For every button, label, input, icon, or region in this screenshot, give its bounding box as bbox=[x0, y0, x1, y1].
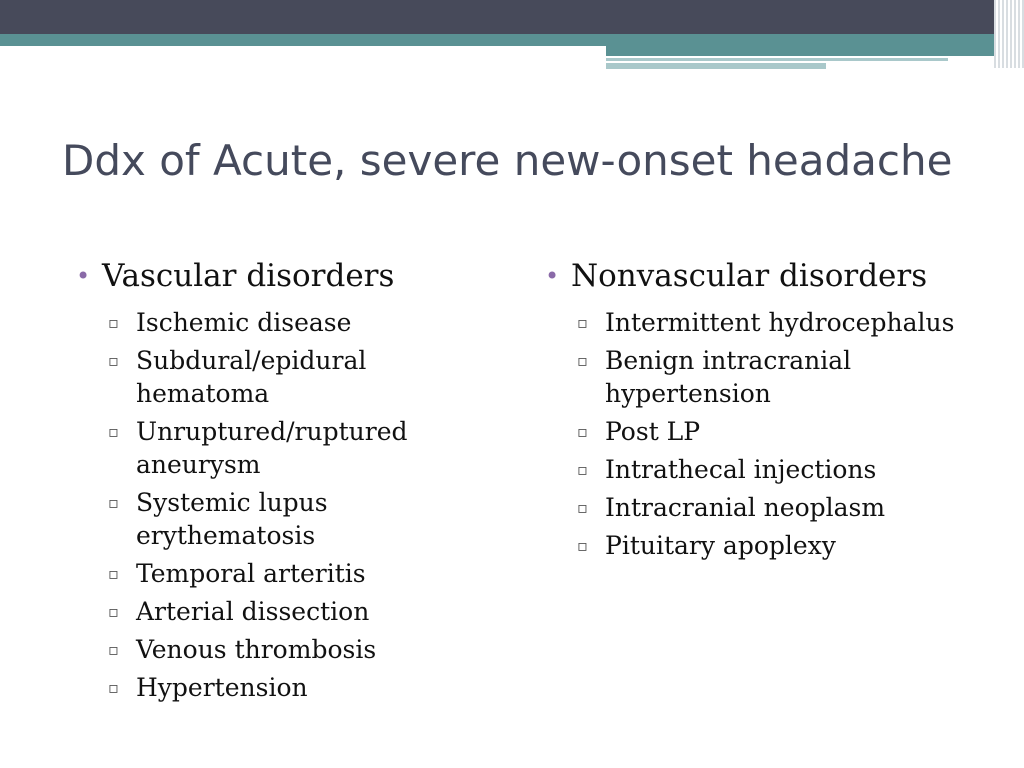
vascular-list bbox=[76, 306, 476, 704]
list-item-text: Ischemic disease bbox=[136, 308, 352, 337]
list-item-text: Intrathecal injections bbox=[605, 455, 877, 484]
header-teal-accent bbox=[606, 46, 1024, 56]
header-light-line bbox=[606, 58, 948, 61]
square-bullet-icon: ▫ bbox=[108, 602, 119, 621]
header-light-bar bbox=[606, 63, 826, 69]
list-item bbox=[108, 344, 476, 410]
bullet-icon: • bbox=[76, 262, 91, 290]
list-item bbox=[108, 633, 476, 666]
square-bullet-icon: ▫ bbox=[108, 493, 119, 512]
list-item-text: Pituitary apoplexy bbox=[605, 531, 836, 560]
square-bullet-icon: ▫ bbox=[108, 313, 119, 332]
header-stripes bbox=[994, 0, 1024, 68]
list-item-text: Temporal arteritis bbox=[136, 559, 366, 588]
list-item-text: Intermittent hydrocephalus bbox=[605, 308, 955, 337]
list-item bbox=[577, 306, 965, 339]
list-item bbox=[577, 453, 965, 486]
list-item bbox=[577, 344, 965, 410]
vascular-heading: Vascular disorders bbox=[102, 258, 395, 294]
nonvascular-list bbox=[545, 306, 965, 562]
list-item bbox=[108, 486, 476, 552]
list-item bbox=[108, 595, 476, 628]
list-item-text: Systemic lupus erythematosis bbox=[136, 488, 328, 550]
list-item bbox=[108, 415, 476, 481]
list-item-text: Benign intracranial hypertension bbox=[605, 346, 852, 408]
header-teal-bar bbox=[0, 34, 1024, 46]
list-item bbox=[108, 671, 476, 704]
square-bullet-icon: ▫ bbox=[108, 351, 119, 370]
list-item-text: Venous thrombosis bbox=[136, 635, 377, 664]
list-item-text: Arterial dissection bbox=[136, 597, 370, 626]
vascular-heading-bullet bbox=[76, 254, 476, 298]
square-bullet-icon: ▫ bbox=[108, 564, 119, 583]
bullet-icon: • bbox=[545, 262, 560, 290]
list-item bbox=[577, 491, 965, 524]
nonvascular-column bbox=[545, 254, 965, 567]
square-bullet-icon: ▫ bbox=[108, 640, 119, 659]
nonvascular-heading-bullet bbox=[545, 254, 965, 298]
list-item bbox=[108, 306, 476, 339]
list-item bbox=[108, 557, 476, 590]
slide-title: Ddx of Acute, severe new-onset headache bbox=[62, 136, 953, 185]
list-item-text: Post LP bbox=[605, 417, 701, 446]
list-item-text: Subdural/epidural hematoma bbox=[136, 346, 367, 408]
list-item-text: Unruptured/ruptured aneurysm bbox=[136, 417, 408, 479]
square-bullet-icon: ▫ bbox=[577, 422, 588, 441]
square-bullet-icon: ▫ bbox=[108, 678, 119, 697]
square-bullet-icon: ▫ bbox=[577, 536, 588, 555]
square-bullet-icon: ▫ bbox=[577, 460, 588, 479]
square-bullet-icon: ▫ bbox=[108, 422, 119, 441]
square-bullet-icon: ▫ bbox=[577, 351, 588, 370]
vascular-column bbox=[76, 254, 476, 709]
list-item-text: Hypertension bbox=[136, 673, 308, 702]
list-item bbox=[577, 529, 965, 562]
header-dark-bar bbox=[0, 0, 1024, 34]
list-item-text: Intracranial neoplasm bbox=[605, 493, 886, 522]
square-bullet-icon: ▫ bbox=[577, 313, 588, 332]
square-bullet-icon: ▫ bbox=[577, 498, 588, 517]
list-item bbox=[577, 415, 965, 448]
nonvascular-heading: Nonvascular disorders bbox=[571, 258, 928, 294]
